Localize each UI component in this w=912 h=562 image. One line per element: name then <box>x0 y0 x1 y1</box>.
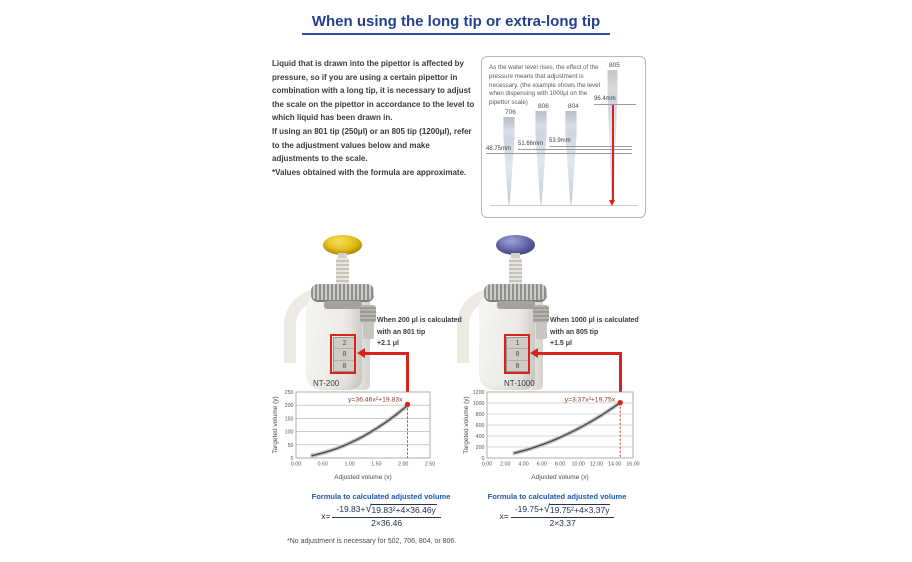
measurement-804: 53.9mm <box>549 138 571 144</box>
plunger-shaft <box>336 258 349 285</box>
chart-svg <box>270 376 456 482</box>
radical-sign: √ <box>365 503 372 515</box>
chart-nt1000 <box>461 376 647 482</box>
measurement-806: 51.66mm <box>518 141 544 147</box>
x-tick-label: 14.00 <box>608 461 622 468</box>
footnote: *No adjustment is necessary for 502, 706, 804, or 806. <box>287 538 457 545</box>
y-axis-label: Targeted volume (y) <box>463 396 470 454</box>
y-tick-label: 0 <box>481 456 485 462</box>
callout-line: with an 805 tip <box>550 328 599 336</box>
measurement-706: 48.75mm <box>486 146 512 152</box>
y-tick-label: 150 <box>284 416 294 423</box>
measurement-805: 96.4mm <box>594 96 616 102</box>
tip-label-706: 706 <box>505 109 516 116</box>
level-line-804 <box>549 146 632 147</box>
ejector-knob-stem <box>536 322 547 339</box>
x-tick-label: 2.00 <box>500 461 511 468</box>
formula-fraction <box>511 504 615 528</box>
depth-arrow-head-icon <box>609 200 615 206</box>
x-axis-label: Adjusted volume (x) <box>334 474 392 481</box>
display-highlight-box <box>330 334 356 374</box>
formula-lhs: x= <box>321 511 331 522</box>
intro-text <box>272 57 477 179</box>
ejector-knob <box>533 305 549 323</box>
formula-block-nt200 <box>286 492 476 528</box>
formula-heading: Formula to calculated adjusted volume <box>311 492 451 501</box>
level-line-805 <box>594 104 636 105</box>
formula-denominator: 2×36.46 <box>371 517 403 528</box>
y-tick-label: 200 <box>475 445 485 451</box>
formula-fraction <box>332 504 440 528</box>
callout-line: When 200 μl is calculated <box>377 317 462 324</box>
formula-numerator-prefix: -19.83+ <box>336 504 366 514</box>
ejector-knob-stem <box>363 322 374 339</box>
x-tick-label: 0.00 <box>290 461 302 468</box>
formula-lhs: x= <box>499 511 509 522</box>
tip-label-804: 804 <box>568 103 579 110</box>
collar-nut <box>324 301 362 309</box>
formula <box>286 504 476 528</box>
x-tick-label: 16.00 <box>626 461 640 468</box>
x-tick-label: 1.50 <box>371 461 382 468</box>
formula-block-nt1000 <box>462 492 652 528</box>
pipette-button-blue <box>496 235 535 255</box>
display-digit: 0 <box>334 349 355 360</box>
x-tick-label: 6.00 <box>536 461 547 468</box>
x-tick-label: 2.00 <box>398 461 409 468</box>
callout-nt200 <box>377 315 475 350</box>
page-title: When using the long tip or extra-long tip <box>302 13 610 35</box>
radical-sign: √ <box>543 503 550 515</box>
marker-dot <box>405 402 410 407</box>
water-level-box <box>481 56 646 218</box>
tip-cone-706 <box>502 117 516 206</box>
x-tick-label: 0.00 <box>481 461 493 468</box>
x-tick-label: 4.00 <box>518 461 529 468</box>
x-axis-label: Adjusted volume (x) <box>531 474 589 481</box>
callout-line: +1.5 μl <box>550 340 572 347</box>
equation-label: y=3.37x²+19.75x <box>564 396 616 404</box>
display-highlight-box <box>504 334 530 374</box>
intro-paragraph-1: Liquid that is drawn into the pipettor is affected by pressure, so if you are using a certain pipettor in combination with a long tip, it is necessary to adjust the scale on the pipettor in accordance to the level to which liquid has been drawn in. <box>272 59 475 123</box>
display-digit: 0 <box>342 361 347 370</box>
tip-cone-806 <box>534 111 548 206</box>
tip-cone-804 <box>564 111 578 206</box>
formula-numerator <box>332 504 440 518</box>
display-digit: 0 <box>515 361 520 370</box>
callout-line: +2.1 μl <box>377 340 399 347</box>
level-line-806 <box>518 149 632 150</box>
y-tick-label: 1200 <box>472 390 485 396</box>
y-tick-label: 400 <box>475 434 485 440</box>
y-tick-label: 100 <box>284 429 294 436</box>
callout-line: When 1000 μl is calculated <box>550 317 639 324</box>
equation-label: y=36.46x²+19.83x <box>348 396 403 404</box>
marker-dot <box>618 400 623 405</box>
tip-label-805: 805 <box>609 62 620 69</box>
y-tick-label: 0 <box>290 456 294 462</box>
x-tick-label: 8.00 <box>554 461 566 468</box>
formula-numerator-prefix: -19.75+ <box>514 504 544 514</box>
chart-svg <box>461 376 647 482</box>
callout-line: with an 801 tip <box>377 328 426 336</box>
arrow-horizontal-segment <box>364 352 407 355</box>
pipette-button-yellow <box>323 235 362 255</box>
x-tick-label: 2.50 <box>424 461 436 468</box>
tip-baseline <box>490 205 638 206</box>
x-tick-label: 10.00 <box>571 461 585 468</box>
formula <box>462 504 652 528</box>
x-tick-label: 1.00 <box>344 461 355 468</box>
y-tick-label: 200 <box>284 403 294 410</box>
knurled-collar <box>484 284 547 300</box>
title-row <box>0 13 912 35</box>
display-digit: 1 <box>507 338 528 349</box>
y-tick-label: 800 <box>475 412 485 418</box>
x-tick-label: 0.50 <box>317 461 328 468</box>
y-tick-label: 250 <box>284 390 294 396</box>
ejector-knob <box>360 305 376 323</box>
tip-label-806: 806 <box>538 103 549 110</box>
display-digit: 2 <box>334 338 355 349</box>
y-axis-label: Targeted volume (y) <box>272 396 279 454</box>
knurled-collar <box>311 284 374 300</box>
formula-radicand: 19.83²+4×36.46y <box>371 505 436 515</box>
chart-nt200 <box>270 376 456 482</box>
chart-title: NT-1000 <box>504 379 535 388</box>
chart-title: NT-200 <box>313 379 340 388</box>
y-tick-label: 1000 <box>472 401 485 407</box>
formula-radicand: 19.75²+4×3.37y <box>549 505 610 515</box>
x-tick-label: 12.00 <box>589 461 604 468</box>
display-digit: 0 <box>507 349 528 360</box>
water-level-note: As the water level rises, the effect of the pressure means that adjustment is necessary. (the example shows the level when dispensing with 1000μl on the pipettor scale) <box>489 64 600 107</box>
level-line-706 <box>486 153 632 154</box>
y-tick-label: 50 <box>287 442 294 449</box>
formula-numerator <box>511 504 615 518</box>
depth-arrow-line <box>612 105 614 202</box>
intro-note: *Values obtained with the formula are approximate. <box>272 167 467 177</box>
formula-heading: Formula to calculated adjusted volume <box>487 492 627 501</box>
formula-denominator: 2×3.37 <box>549 517 576 528</box>
arrow-horizontal-segment <box>537 352 620 355</box>
y-tick-label: 600 <box>475 423 485 429</box>
callout-nt1000 <box>550 315 648 350</box>
intro-paragraph-2: If using an 801 tip (250μl) or an 805 tip (1200μl), refer to the adjustment values below and make adjustments to the scale. <box>272 126 472 164</box>
collar-nut <box>497 301 535 309</box>
plunger-shaft <box>509 258 522 285</box>
